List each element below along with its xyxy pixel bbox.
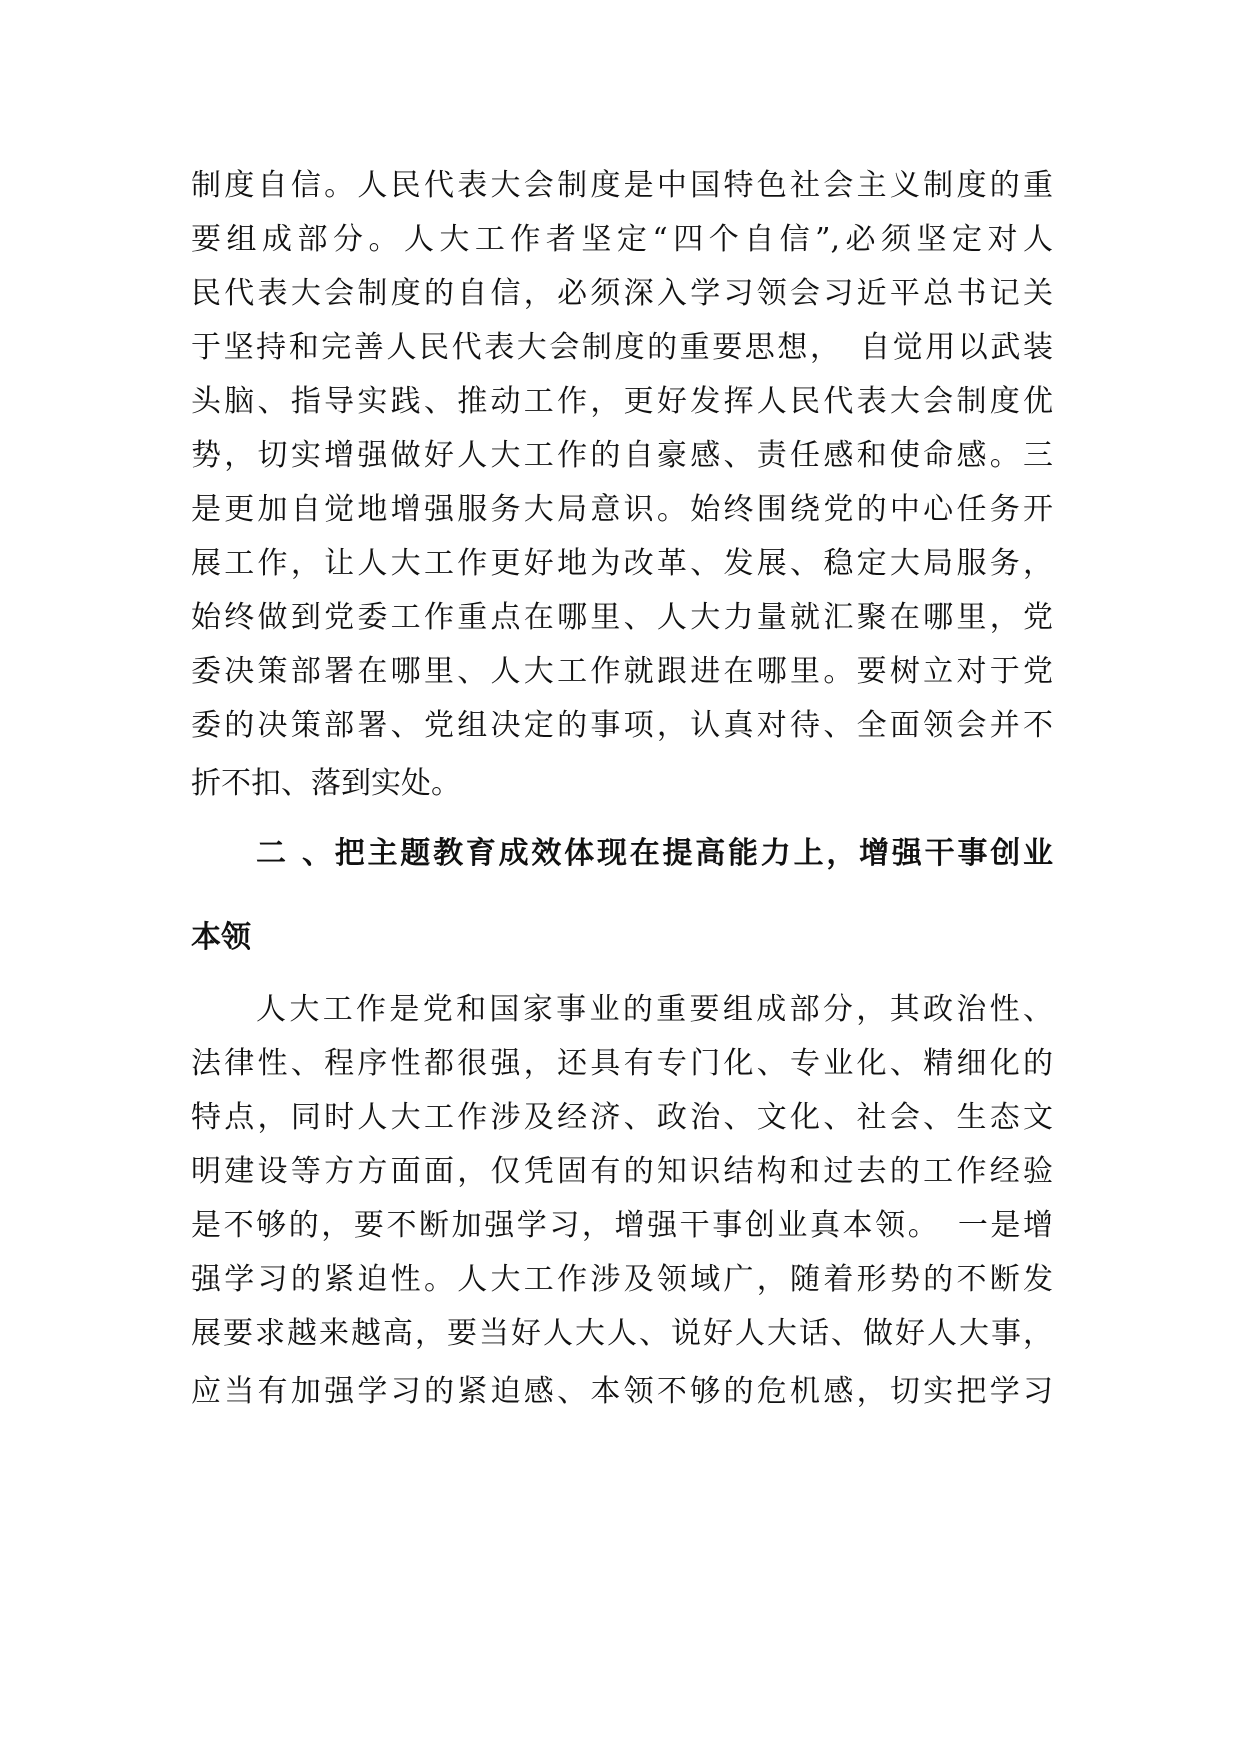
paragraph-line: 制度自信。人民代表大会制度是中国特色社会主义制度的重	[191, 168, 1053, 203]
paragraph-line: 委决策部署在哪里、人大工作就跟进在哪里。要树立对于党	[191, 654, 1053, 689]
paragraph-line: 折不扣、落到实处。	[191, 766, 461, 801]
paragraph-line: 是更加自觉地增强服务大局意识。始终围绕党的中心任务开	[191, 492, 1053, 527]
paragraph-line: 委的决策部署、党组决定的事项，认真对待、全面领会并不	[191, 708, 1053, 743]
paragraph-line: 法律性、程序性都很强，还具有专门化、专业化、精细化的	[191, 1046, 1053, 1081]
paragraph-line: 强学习的紧迫性。人大工作涉及领域广，随着形势的不断发	[191, 1262, 1053, 1297]
section-heading-continued: 本领	[191, 920, 251, 955]
section-heading: 二 、把主题教育成效体现在提高能力上，增强干事创业	[256, 836, 1053, 871]
paragraph-line: 于坚持和完善人民代表大会制度的重要思想， 自觉用以武装	[191, 330, 1053, 365]
paragraph-line: 明建设等方方面面，仅凭固有的知识结构和过去的工作经验	[191, 1154, 1053, 1189]
paragraph-line: 要组成部分。人大工作者坚定“四个自信”,必须坚定对人	[191, 222, 1053, 257]
paragraph-line: 特点，同时人大工作涉及经济、政治、文化、社会、生态文	[191, 1100, 1053, 1135]
paragraph-line: 展工作，让人大工作更好地为改革、发展、稳定大局服务，	[191, 546, 1053, 581]
paragraph-line: 人大工作是党和国家事业的重要组成部分，其政治性、	[256, 992, 1053, 1027]
paragraph-line: 头脑、指导实践、推动工作，更好发挥人民代表大会制度优	[191, 384, 1053, 419]
paragraph-line: 应当有加强学习的紧迫感、本领不够的危机感，切实把学习	[191, 1374, 1053, 1409]
paragraph-line: 始终做到党委工作重点在哪里、人大力量就汇聚在哪里，党	[191, 600, 1053, 635]
paragraph-line: 是不够的，要不断加强学习，增强干事创业真本领。 一是增	[191, 1208, 1053, 1243]
paragraph-line: 势，切实增强做好人大工作的自豪感、责任感和使命感。三	[191, 438, 1053, 473]
paragraph-line: 民代表大会制度的自信，必须深入学习领会习近平总书记关	[191, 276, 1053, 311]
paragraph-line: 展要求越来越高，要当好人大人、说好人大话、做好人大事，	[191, 1316, 1053, 1351]
